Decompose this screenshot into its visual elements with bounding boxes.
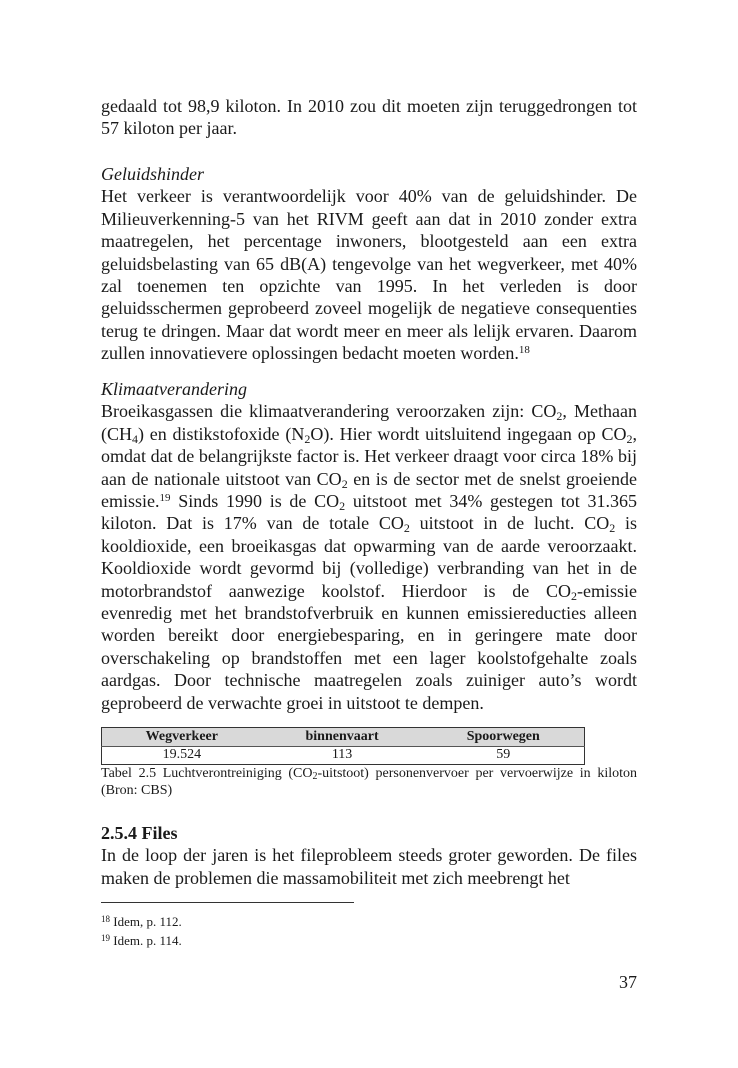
- table-header-cell: Wegverkeer: [102, 728, 262, 747]
- climate-text-5: , omdat dat de belangrijkste factor is. Het verkeer draagt voor circa 18% bij aan de nationale uitstoot van CO: [101, 423, 637, 489]
- climate-text-2: , Methaan (CH: [101, 401, 637, 444]
- footnote-text: Idem, p. 112.: [110, 914, 182, 929]
- page-number: 37: [619, 972, 637, 992]
- section-files-heading: 2.5.4 Files: [101, 823, 178, 843]
- section-climate-heading: Klimaatverandering: [101, 379, 247, 399]
- climate-text-6: en is de sector met de snelst groeiende emissie.: [101, 468, 637, 512]
- footnotes: [101, 912, 182, 950]
- n2o-subscript: 2: [304, 431, 311, 446]
- footnote-ref-18: 18: [518, 344, 530, 357]
- footnote-divider: [101, 902, 354, 903]
- co2-subscript: 2: [626, 431, 633, 446]
- climate-text-9: uitstoot in de lucht. CO: [409, 513, 610, 534]
- caption-text-1: Tabel 2.5 Luchtverontreiniging (CO: [101, 766, 313, 781]
- paragraph-top-text: gedaald tot 98,9 kiloton. In 2010 zou dit moeten zijn teruggedrongen tot 57 kiloton per jaar.: [101, 96, 637, 139]
- noise-body: Het verkeer is verantwoordelijk voor 40% van de geluidshinder. De Milieuverkenning-5 van het RIVM geeft aan dat in 2010 zonder extra maatregelen, het percentage inwoners, blootgesteld aan een extra geluidsbelasting van 65 dB(A) tengevolge van het wegverkeer, met 40% zal toenemen ten opzichte van 1995. In het verleden is door geluidsschermen geprobeerd zoveel mogelijk de negatieve consequenties terug te dringen. Maar dat wordt meer en meer als lelijk ervaren. Daarom zullen innovatievere oplossingen bedacht moeten worden.: [101, 186, 637, 364]
- climate-text-10: is kooldioxide, een broeikasgas dat opwarming van de aarde veroorzaakt. Kooldioxide wordt gevormd bij (volledige) verbranding van het in de motorbrandstof aanwezige koolstof. Hierdoor is de CO: [101, 513, 637, 601]
- co2-subscript: 2: [341, 476, 348, 491]
- climate-text-3: ) en distikstofoxide (N: [138, 423, 305, 444]
- table-row: [102, 747, 585, 765]
- footnote-text: Idem. p. 114.: [110, 933, 182, 948]
- climate-text-4: O). Hier wordt uitsluitend ingegaan op CO: [310, 423, 627, 444]
- table-header-cell: Spoorwegen: [423, 728, 585, 747]
- footnote-number: 18: [101, 914, 110, 924]
- co2-subscript: 2: [571, 588, 577, 603]
- section-climate: [101, 378, 637, 714]
- footnote-item: [101, 931, 182, 950]
- table-cell: 19.524: [162, 747, 202, 762]
- table-caption: [101, 765, 637, 799]
- footnote-number: 19: [101, 933, 110, 943]
- section-noise: [101, 163, 637, 365]
- table-header-cell: binnenvaart: [262, 728, 423, 747]
- climate-text-1: Broeikasgassen die klimaatverandering veroorzaken zijn: CO: [101, 401, 557, 422]
- table-cell: 113: [331, 747, 353, 762]
- co2-subscript: 2: [609, 521, 616, 536]
- footnote-item: [101, 912, 182, 931]
- table-header-row: [102, 728, 585, 747]
- caption-text-2: -uitstoot) personenvervoer per vervoerwijze in kiloton (Bron: CBS): [101, 766, 638, 798]
- table-cell: 59: [496, 747, 511, 762]
- emissions-table: [101, 727, 585, 765]
- section-files: [101, 822, 637, 889]
- footnote-ref-19: 19: [159, 492, 171, 505]
- caption-subscript: 2: [312, 771, 318, 782]
- section-noise-heading: Geluidshinder: [101, 164, 204, 184]
- co2-subscript: 2: [403, 521, 410, 536]
- paragraph-top: [101, 95, 637, 140]
- co2-subscript: 2: [556, 409, 563, 424]
- section-noise-text: [101, 185, 637, 364]
- section-files-text: In de loop der jaren is het fileprobleem steeds groter geworden. De files maken de problemen die massamobiliteit met zich meebrengt het: [101, 845, 637, 888]
- section-climate-text: [101, 400, 637, 714]
- climate-text-8: uitstoot met 34% gestegen tot 31.365 kiloton. Dat is 17% van de totale CO: [101, 491, 637, 534]
- ch4-subscript: 4: [132, 431, 138, 446]
- climate-text-11: -emissie evenredig met het brandstofverbruik en kunnen emissiereducties alleen worden bereikt door energiebesparing, en in geringere mate door overschakeling op brandstoffen met een lager koolstofgehalte zoals aardgas. Door technische maatregelen zoals zuiniger auto’s wordt geprobeerd de verwachte groei in uitstoot te dempen.: [101, 580, 637, 713]
- climate-text-7: Sinds 1990 is de CO: [170, 491, 340, 512]
- co2-subscript: 2: [339, 499, 346, 514]
